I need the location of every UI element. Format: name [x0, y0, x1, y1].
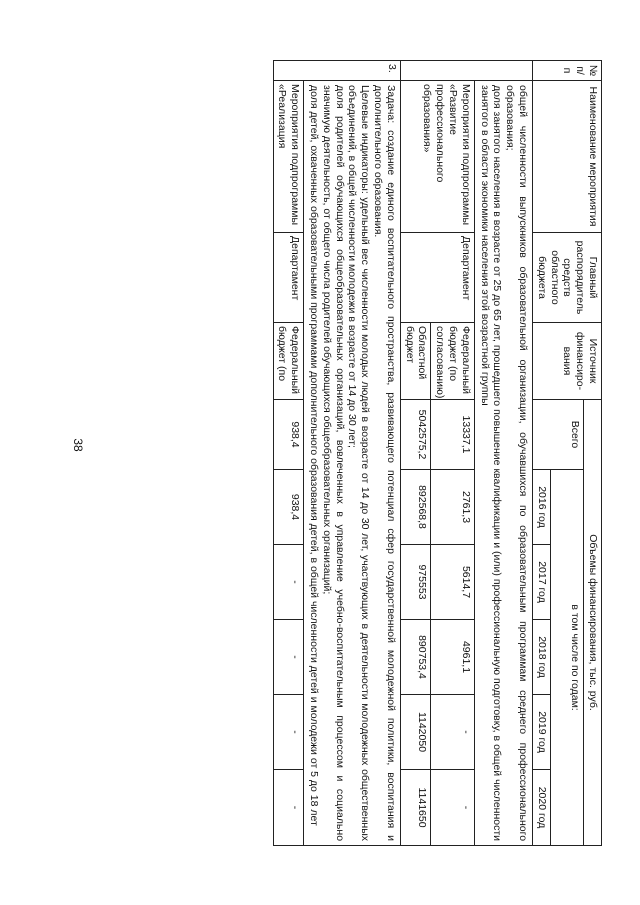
header-funding: Объемы финансирования, тыс. руб.	[584, 400, 602, 846]
funding-2020: -	[273, 770, 304, 846]
header-row-1	[584, 61, 602, 846]
funding-source: Федеральный бюджет (по согласованию)	[431, 323, 474, 400]
funding-source: Федеральный бюджет (по	[273, 323, 304, 400]
indicator-text: доля родителей обучающихся общеобразовательных организаций, вовлеченных в управление учебно-воспитательным процессом и социально значимую деятельность, от общего числа родителей обучающихся общеобразовательных организаций;	[320, 85, 346, 842]
header-year-2016: 2016 год	[533, 470, 551, 545]
funding-2017: -	[273, 545, 304, 620]
table-row	[431, 61, 474, 846]
event-name: Мероприятия подпрограммы «Развитие профессионального образования»	[400, 81, 474, 233]
header-year-2020: 2020 год	[533, 770, 551, 846]
funding-total: 13337,1	[431, 400, 474, 470]
funding-2020: 1141650	[400, 770, 431, 846]
section3-task	[304, 81, 401, 846]
event-manager: Департамент	[273, 233, 304, 323]
funding-2020: -	[431, 770, 474, 846]
task-text: Задача: создание единого воспитательного пространства, развивающего потенциал сфер государственной молодежной политики, воспитания и дополнительного образования.	[372, 85, 397, 842]
header-year-2017: 2017 год	[533, 545, 551, 620]
header-total: Всего	[533, 400, 584, 470]
section2-indicators	[474, 81, 532, 846]
funding-2019: -	[273, 695, 304, 770]
section3-num: 3.	[273, 61, 400, 81]
header-num: № п/п	[533, 61, 602, 81]
table-row	[273, 61, 304, 846]
funding-2018: 4961,1	[431, 620, 474, 695]
section2-text-row	[474, 61, 532, 846]
funding-2017: 5614,7	[431, 545, 474, 620]
funding-2016: 938,4	[273, 470, 304, 545]
rotated-table-container	[109, 60, 602, 845]
funding-total: 938,4	[273, 400, 304, 470]
section3-text-row	[304, 61, 401, 846]
indicator-text: доля занятого населения в возрасте от 25 до 65 лет, прошедшего повышение квалификации и (или) профессиональную подготовку, в общей численности занятого в области экономики населения этой возрастной группы	[478, 85, 504, 842]
funding-total: 5042575,2	[400, 400, 431, 470]
indicator-text: Целевые индикаторы: удельный вес численности молодых людей в возрасте от 14 до 30 лет, участвующих в деятельности молодежных общественных объединений, в общей численности молодежи в возрасте от 14 до 30 лет;	[346, 85, 372, 842]
funding-table	[273, 60, 602, 846]
header-source: Источник финансиро-вания	[533, 323, 602, 400]
funding-source: Областной бюджет	[400, 323, 431, 400]
header-name: Наименование мероприятия	[533, 81, 602, 233]
funding-2016: 2761,3	[431, 470, 474, 545]
funding-2016: 892568,8	[400, 470, 431, 545]
funding-2017: 975553	[400, 545, 431, 620]
funding-2018: -	[273, 620, 304, 695]
indicator-text: доля детей, охваченных образовательными программами дополнительного образования детей, в общей численности детей и молодежи от 5 до 18 лет	[308, 85, 321, 826]
event-name: Мероприятия подпрограммы «Реализация	[273, 81, 304, 233]
header-by-years: в том числе по годам:	[550, 470, 583, 846]
funding-2019: 1142050	[400, 695, 431, 770]
indicator-text: общей численности выпускников образовательной организации, обучавшихся по образовательным программам среднего профессионального образования;	[504, 85, 530, 842]
page-number: 38	[71, 438, 85, 452]
header-year-2019: 2019 год	[533, 695, 551, 770]
funding-2018: 890753,4	[400, 620, 431, 695]
event-manager: Департамент	[400, 233, 474, 323]
header-manager: Главный распорядитель средств областного бюджета	[533, 233, 602, 323]
section2-num-cell	[400, 61, 532, 81]
header-year-2018: 2018 год	[533, 620, 551, 695]
funding-2019: -	[431, 695, 474, 770]
